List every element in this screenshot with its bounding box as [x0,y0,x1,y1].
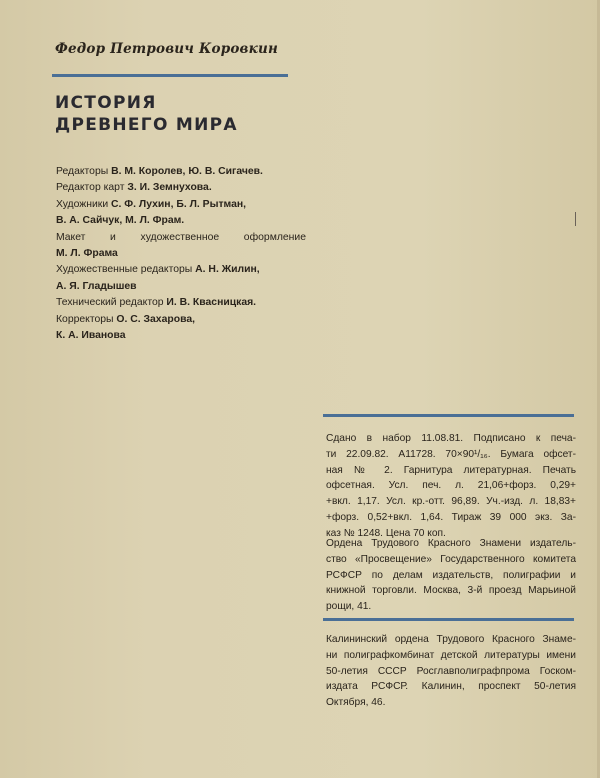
printer-line: Калининский ордена Трудового Красного Знаме- [326,634,576,645]
credit-line: Редакторы В. М. Королев, Ю. В. Сигачев. [56,166,263,177]
publisher-block [326,536,576,615]
credit-line: Художественные редакторы А. Н. Жилин, [56,264,260,276]
credit-line: М. Л. Фрама [56,248,118,260]
credit-line: К. А. Иванова [56,330,126,342]
credit-line: Технический редактор И. В. Квасницкая. [56,297,257,309]
printer-line: издата РСФСР. Калинин, проспект 50-летия [326,681,576,693]
imprint-rule-top [323,414,574,417]
margin-mark [575,212,576,226]
print-info-line: каз № 1248. Цена 70 коп. [326,527,446,539]
imprint-rule-bottom [323,618,574,621]
title-line-2: ДРЕВНЕГО МИРА [55,115,238,135]
printer-block [326,632,576,711]
print-info-line: +вкл. 1,17. Усл. кр.-отт. 96,89. Уч.-изд. л. 18,83+ [326,496,576,508]
credit-line: Редактор карт З. И. Земнухова. [56,182,212,194]
credit-line: В. А. Сайчук, М. Л. Фрам. [56,215,185,227]
publisher-line: РСФСР по делам издательств, полиграфии и [326,569,576,581]
author-rule [52,74,288,77]
publisher-line: Ордена Трудового Красного Знамени издатель- [326,538,576,549]
publisher-line: рощи, 41. [326,601,372,613]
credit-line: Макет и художественное оформление [56,231,306,243]
printer-line: Октября, 46. [326,697,386,709]
print-info-line: Сдано в набор 11.08.81. Подписано к печа- [326,433,576,444]
book-title [55,92,238,136]
printer-line: 50-летия СССР Росглавполиграфпрома Госком- [326,665,576,677]
print-info-line: ти 22.09.82. А11728. 70×90¹/₁₆. Бумага офсет- [326,448,576,460]
credit-line: Корректоры О. С. Захарова, [56,313,195,325]
publisher-line: ство «Просвещение» Государственного комитета [326,553,576,565]
print-info-line: +форз. 0,52+вкл. 1,64. Тираж 39 000 экз. За- [326,511,576,523]
title-line-1: ИСТОРИЯ [55,93,157,113]
print-info-line: ная № 2. Гарнитура литературная. Печать [326,464,576,476]
credits-block [56,164,306,344]
printer-line: ни полиграфкомбинат детской литературы имени [326,649,576,661]
publisher-line: книжной торговли. Москва, 3-й проезд Марьиной [326,585,576,597]
credit-line: Художники С. Ф. Лухин, Б. Л. Рытман, [56,198,247,210]
author-name: Федор Петрович Коровкин [55,41,279,57]
print-info-block [326,431,576,542]
credit-line: А. Я. Гладышев [56,280,137,292]
print-info-line: офсетная. Усл. печ. л. 21,06+форз. 0,29+ [326,480,576,492]
